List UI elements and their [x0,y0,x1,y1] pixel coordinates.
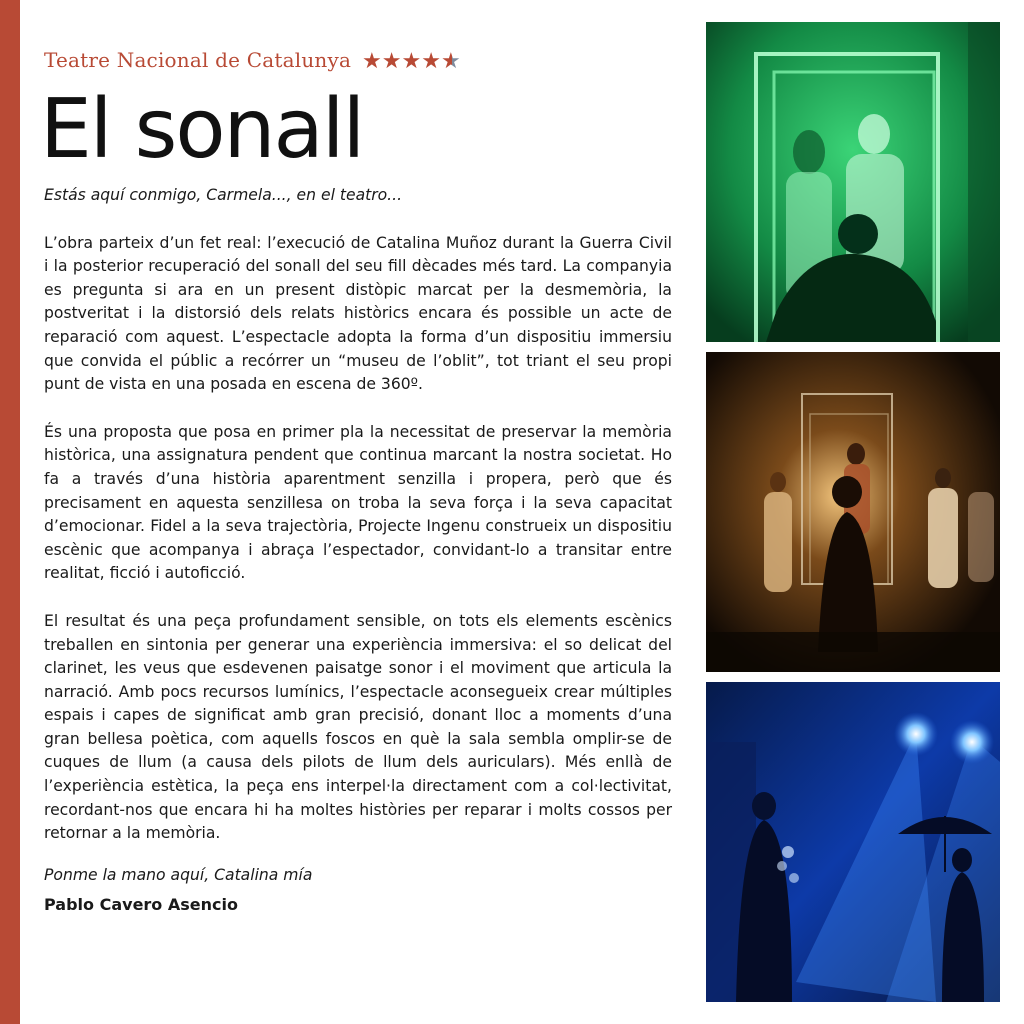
stage-photo-blue [706,682,1000,1002]
star-icon: ★ [381,49,402,74]
half-star-icon: ★ [440,49,461,74]
paragraph-1: L’obra parteix d’un fet real: l’execució de Catalina Muñoz durant la Guerra Civil i la posterior recuperació del sonall del seu fill dècades més tard. La companyia es pregunta si ara en un present distòpic marcat per la desmemòria, la postveritat i la distorsió dels relats històrics encara és possible un acte de reparació com aquest. L’espectacle adopta la forma d’un dispositiu immersiu que convida el públic a recórrer un “museu de l’oblit”, tot triant el seu propi punt de vista en una posada en escena de 360º. [44,233,672,394]
star-icon: ★ [362,49,382,74]
stage-photo-green [706,22,1000,342]
article-body [44,184,672,917]
star-rating [362,48,461,76]
show-title: El sonall [40,82,364,177]
star-icon: ★ [421,49,441,74]
paragraph-3: El resultat és una peça profundament sensible, on tots els elements escènics treballen en sintonia per generar una experiència immersiva: el so delicat del clarinet, les veus que esdevenen paisatge sonor i el moviment que articula la narració. Amb pocs recursos lumínics, l’espectacle aconsegueix crear múltiples espais i capes de significat amb gran precisió, donant lloc a moments d’una gran bellesa poètica, com aquells foscos en què la sala sembla omplir-se de cuques de llum (a causa dels pilots de llum dels auriculars). Més enllà de l’experiència estètica, la peça ens interpel·la directament com a col·lectivitat, recordant-nos que encara hi ha moltes històries per reparar i molts cossos per retornar a la memòria. [44,611,672,843]
author-name: Pablo Cavero Asencio [44,895,238,915]
stage-photo-amber [706,352,1000,672]
star-icon: ★ [401,49,422,74]
paragraph-2: És una proposta que posa en primer pla la necessitat de preservar la memòria històrica, una assignatura pendent que continua marcant la nostra societat. Ho fa a través d’una història aparentment senzilla i propera, però que és precisament en aquesta senzillesa on troba la seva força i la seva capacitat d’emocionar. Fidel a la seva trajectòria, Projecte Ingenu construeix un dispositiu escènic que acompanya i abraça l’espectador, convidant-lo a transitar entre realitat, ficció i autoficció. [44,422,672,583]
opening-quote: Estás aquí conmigo, Carmela..., en el teatro... [44,186,403,204]
accent-side-bar [0,0,20,1024]
venue-name: Teatre Nacional de Catalunya [44,48,352,72]
closing-quote: Ponme la mano aquí, Catalina mía [44,865,313,884]
